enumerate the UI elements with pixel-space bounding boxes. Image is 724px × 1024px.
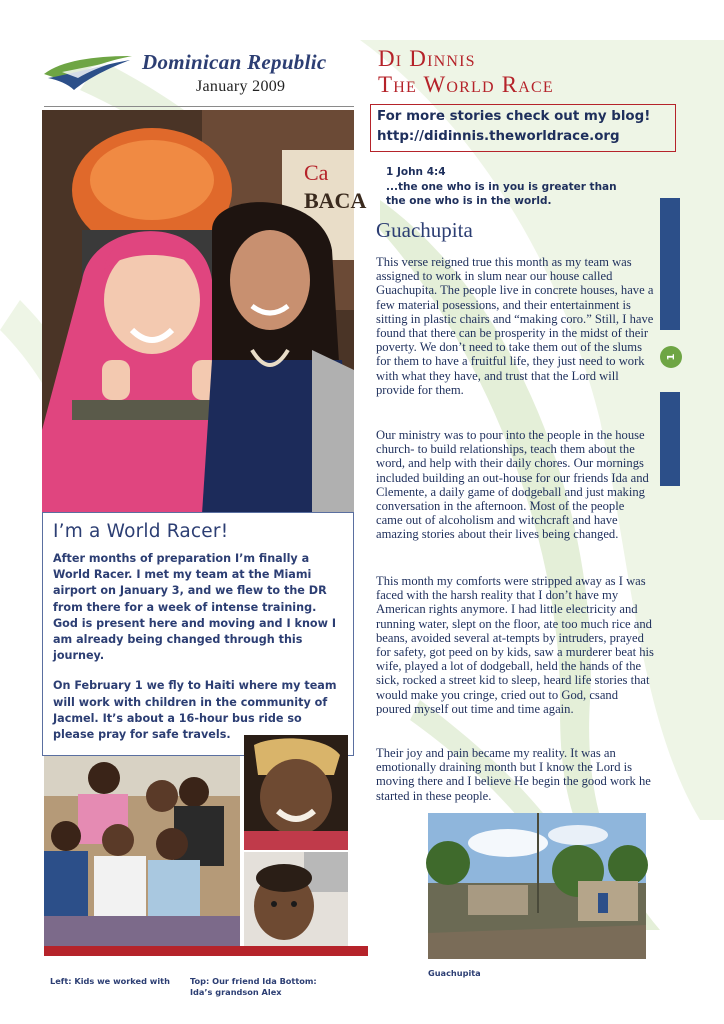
verse-reference: 1 John 4:4: [386, 166, 446, 178]
alex-photo-drawing: [244, 852, 348, 946]
kids-photo-drawing: [44, 756, 240, 946]
article-paragraph: This month my comforts were stripped away as I was faced with the harsh reality that I don’t have my American rights anymore. I had little electricity and running water, slept on the floor, ate too much rice and beans, avoided several at-tempts by intruders, prayed for safety, got peed on by kids, saw a murderer beat his wife, played a lot of dodgeball, held the hands of the sick, rocked a street kid to sleep, heard life stories that would make you cringe, cried out to God, csand poured myself out time and time again.: [376, 574, 654, 716]
article-paragraph: This verse reigned true this month as my team was assigned to work in slum near our house called Guachupita. The people live in concrete houses, have a few material posessions, and their entertainment is sitting in plastic chairs and “making coro.” Still, I have found that there can be prosperity in the midst of their poverty. We don’t need to take them out of the slums for them to have a fruitful life, they just need to work with what they have, and trust that the Lord will provide for them.: [376, 255, 654, 397]
village-photo-drawing: [428, 813, 646, 959]
blog-prompt: For more stories check out my blog!: [377, 109, 651, 124]
main-photo-drawing: [42, 110, 367, 514]
side-bar-bottom: [660, 392, 680, 486]
ida-photos-caption: Top: Our friend Ida Bottom: Ida’s grandson Alex: [190, 976, 317, 997]
article-paragraph: Their joy and pain became my reality. It was an emotionally draining month but I know the Lord is moving there and I believe He begin the good work he started in these people.: [376, 746, 651, 803]
sign-text-bottom: BACA: [304, 188, 367, 213]
country-heading: Dominican Republic: [142, 50, 327, 74]
blog-callout: [370, 104, 676, 152]
world-racer-box: [42, 512, 354, 756]
kids-group-photo: [44, 756, 240, 946]
article-title: Guachupita: [376, 218, 473, 242]
racer-box-title: I’m a World Racer!: [53, 521, 229, 542]
blog-link[interactable]: http://didinnis.theworldrace.org: [377, 129, 620, 144]
sign-text-top: Ca: [304, 160, 329, 185]
verse-text: ...the one who is in you is greater than the one who is in the world.: [386, 181, 617, 207]
photo-red-strip: [44, 946, 368, 956]
header-divider: [44, 106, 354, 107]
issue-date: January 2009: [196, 78, 286, 95]
author-name: Di Dinnis: [378, 46, 476, 71]
page-number-badge: 1: [660, 346, 682, 368]
side-bar-top: [660, 198, 680, 330]
kids-photo-caption: Left: Kids we worked with: [50, 976, 170, 986]
racer-box-paragraph: After months of preparation I’m finally a World Racer. I met my team at the Miami airport on January 3, and we flew to the DR from there for a week of intense training. God is present here and moving and I know I am already being changed through this journey.: [53, 552, 336, 663]
main-photo-two-women: [42, 110, 367, 514]
ida-portrait-photo: [244, 735, 348, 850]
guachupita-village-photo: [428, 813, 646, 959]
ida-photo-drawing: [244, 735, 348, 850]
world-race-logo-icon: [42, 52, 134, 92]
racer-box-paragraph: On February 1 we fly to Haiti where my team will work with children in the community of Jacmel. It’s about a 16-hour bus ride so please pray for safe travels.: [53, 679, 337, 742]
article-paragraph: Our ministry was to pour into the people in the house church- to build relationships, teach them about the word, and help with their daily chores. Our mornings included building an out-house for our friends Ida and Clemente, a daily game of dodgeball and just making conversation in the afternoon. Most of the people came out of alcoholism and witchcraft and have amazing stories about their lives being changed.: [376, 428, 649, 542]
newsletter-title: The World Race: [378, 72, 554, 97]
alex-portrait-photo: [244, 852, 348, 946]
village-photo-caption: Guachupita: [428, 968, 481, 978]
